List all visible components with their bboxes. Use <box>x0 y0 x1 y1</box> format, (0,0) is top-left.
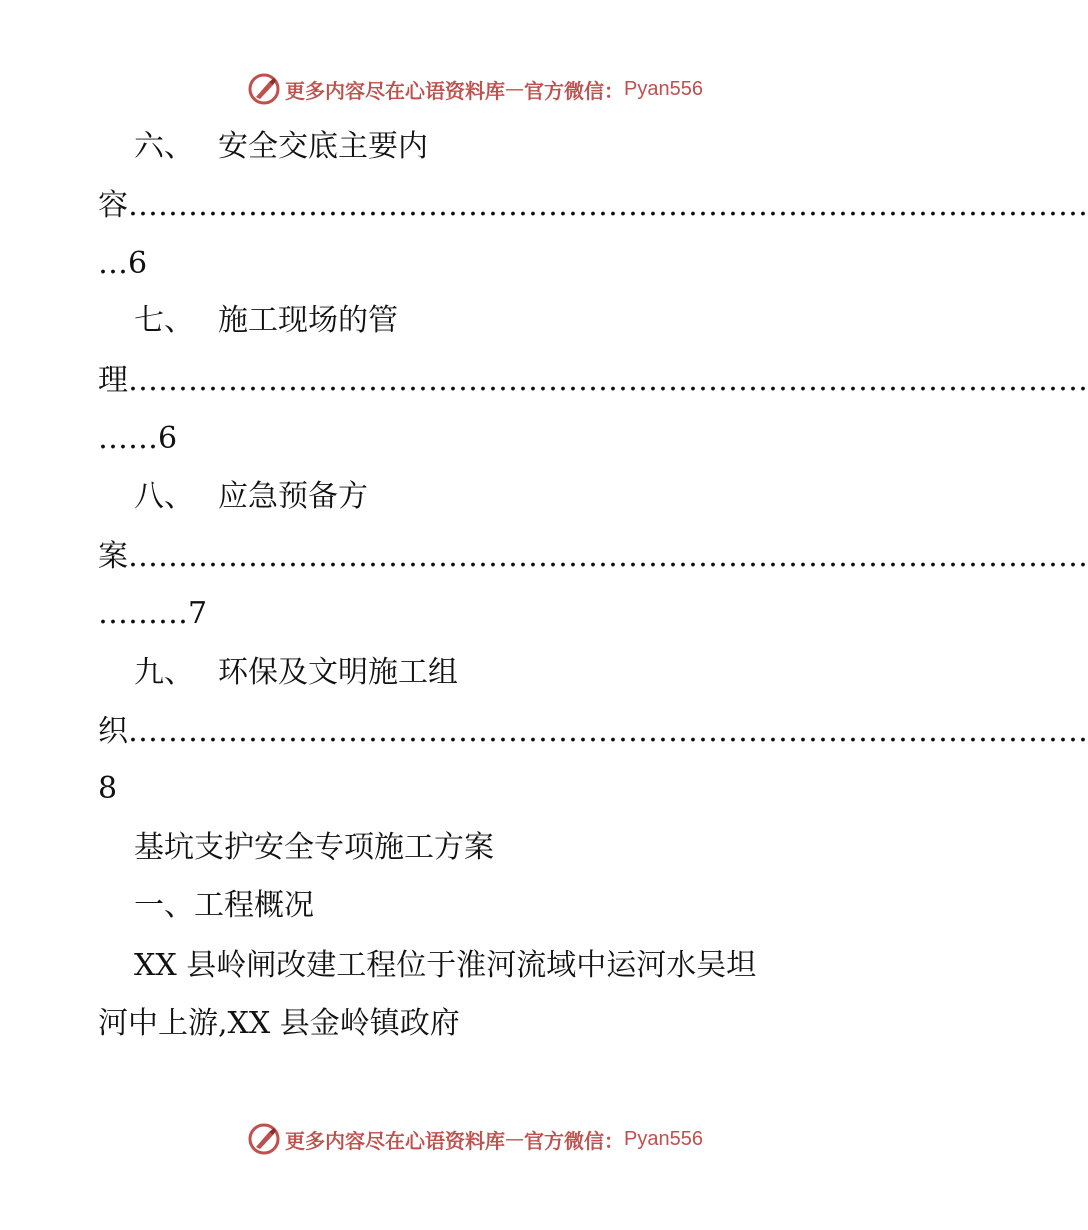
toc-title-last-char: 织 <box>98 714 128 749</box>
toc-dots: …………………………………………………………………………………… <box>128 188 1088 223</box>
toc-leader-line <box>98 712 1088 752</box>
banner-separator: — <box>505 1128 525 1150</box>
toc-dots: …………………………………………………………………………………… <box>128 714 1088 749</box>
toc-title: 施工现场的管 <box>218 303 398 338</box>
quill-pen-logo-icon <box>247 1122 281 1156</box>
banner-separator: — <box>505 78 525 100</box>
toc-title: 环保及文明施工组 <box>218 655 458 690</box>
banner-label: 官方微信： <box>524 1128 625 1153</box>
banner-brand: 更多内容尽在心语资料库 <box>285 1128 506 1153</box>
banner-label: 官方微信： <box>524 78 625 103</box>
banner-brand: 更多内容尽在心语资料库 <box>285 78 506 103</box>
paragraph-line: XX 县岭闸改建工程位于淮河流域中运河水吴坦 <box>134 948 757 983</box>
toc-number: 九、 <box>134 655 194 690</box>
toc-dots: …………………………………………………………………………………… <box>128 539 1088 574</box>
toc-page-number: ……6 <box>98 421 178 456</box>
banner-handle: Pyan556 <box>624 1127 703 1150</box>
document-title: 基坑支护安全专项施工方案 <box>134 830 494 865</box>
toc-title-last-char: 容 <box>98 188 128 223</box>
toc-title: 应急预备方 <box>218 479 368 514</box>
paragraph-line: 河中上游,XX 县金岭镇政府 <box>98 1006 460 1041</box>
toc-number: 六、 <box>134 129 194 164</box>
toc-number: 八、 <box>134 479 194 514</box>
toc-title: 安全交底主要内 <box>218 129 428 164</box>
toc-entry-heading <box>134 653 844 693</box>
footer-banner <box>0 1122 950 1156</box>
toc-title-last-char: 案 <box>98 539 128 574</box>
toc-dots: …………………………………………………………………………………… <box>128 363 1088 398</box>
header-banner <box>0 72 950 106</box>
toc-entry-heading <box>134 127 844 167</box>
toc-leader-line <box>98 186 1088 226</box>
toc-title-last-char: 理 <box>98 363 128 398</box>
toc-entry-heading <box>134 301 844 341</box>
toc-leader-line <box>98 361 1088 401</box>
toc-page-number: 8 <box>98 771 118 806</box>
toc-number: 七、 <box>134 303 194 338</box>
section-heading: 一、工程概况 <box>134 888 314 923</box>
banner-handle: Pyan556 <box>624 77 703 100</box>
quill-pen-logo-icon <box>247 72 281 106</box>
toc-page-number: …6 <box>98 246 148 281</box>
toc-page-number: ………7 <box>98 596 208 631</box>
toc-entry-heading <box>134 477 844 517</box>
toc-leader-line <box>98 537 1088 577</box>
